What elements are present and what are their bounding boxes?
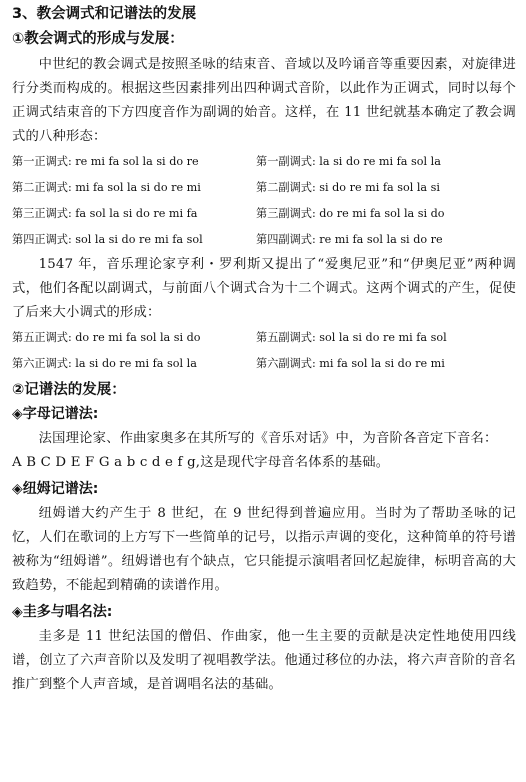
subsection-title-church-modes: ①教会调式的形成与发展：	[12, 31, 184, 47]
heading-letter-notation: ◈字母记谱法:	[12, 406, 99, 422]
authentic-mode-5: 第五正调式: do re mi fa sol la si do	[12, 331, 201, 344]
plagal-mode-4: 第四副调式: re mi fa sol la si do re	[256, 233, 443, 246]
mode-row	[12, 175, 516, 201]
paragraph-ionian-aeolian: 1547 年，音乐理论家亨利・罗利斯又提出了“爱奥尼亚”和“伊奥尼亚”两种调式，他们各配以副调式，与前面八个调式合为十二个调式。这两个调式的产生，促使了后来大小调式的形成：	[12, 257, 516, 320]
authentic-mode-2: 第二正调式: mi fa sol la si do re mi	[12, 181, 201, 194]
plagal-mode-1: 第一副调式: la si do re mi fa sol la	[256, 155, 441, 168]
plagal-mode-6: 第六副调式: mi fa sol la si do re mi	[256, 357, 445, 370]
paragraph-neume-notation: 纽姆谱大约产生于 8 世纪，在 9 世纪得到普遍应用。当时为了帮助圣咏的记忆，人们在歌词的上方写下一些简单的记号，以指示声调的变化，这种简单的符号谱被称为“纽姆谱”。纽姆谱也有个缺点，它只能提示演唱者回忆起旋律，标明音高的大致趋势，不能起到精确的读谱作用。	[12, 506, 516, 593]
mode-row	[12, 149, 516, 175]
plagal-mode-5: 第五副调式: sol la si do re mi fa sol	[256, 331, 447, 344]
paragraph-letter-notation: 法国理论家、作曲家奥多在其所写的《音乐对话》中，为音阶各音定下音名：	[38, 431, 498, 446]
mode-table-1	[12, 149, 516, 253]
authentic-mode-1: 第一正调式: re mi fa sol la si do re	[12, 155, 199, 168]
authentic-mode-6: 第六正调式: la si do re mi fa sol la	[12, 357, 197, 370]
mode-row	[12, 227, 516, 253]
subsection-title-notation: ②记谱法的发展：	[12, 382, 126, 398]
heading-neume-notation: ◈纽姆记谱法:	[12, 481, 99, 497]
authentic-mode-3: 第三正调式: fa sol la si do re mi fa	[12, 207, 198, 220]
paragraph-guido: 圭多是 11 世纪法国的僧侣、作曲家，他一生主要的贡献是决定性地使用四线谱，创立了六声音阶以及发明了视唱教学法。他通过移位的办法，将六声音阶的音名推广到整个人声音域，是首调唱名法的基础。	[12, 629, 516, 692]
mode-row	[12, 325, 516, 351]
plagal-mode-2: 第二副调式: si do re mi fa sol la si	[256, 181, 440, 194]
paragraph-church-modes-intro: 中世纪的教会调式是按照圣咏的结束音、音域以及吟诵音等重要因素，对旋律进行分类而构成的。根据这些因素排列出四种调式音阶，以此作为正调式，同时以每个正调式结束音的下方四度音作为副调的始音。这样，在 11 世纪就基本确定了教会调式的八种形态：	[12, 57, 516, 144]
mode-table-2	[12, 325, 516, 377]
mode-row	[12, 201, 516, 227]
authentic-mode-4: 第四正调式: sol la si do re mi fa sol	[12, 233, 203, 246]
paragraph-letter-names: A B C D E F G a b c d e f g,这是现代字母音名体系的基础。	[12, 455, 390, 470]
heading-guido-solmization: ◈圭多与唱名法:	[12, 604, 113, 620]
plagal-mode-3: 第三副调式: do re mi fa sol la si do	[256, 207, 445, 220]
mode-row	[12, 351, 516, 377]
section-title: 3、教会调式和记谱法的发展	[12, 6, 197, 22]
